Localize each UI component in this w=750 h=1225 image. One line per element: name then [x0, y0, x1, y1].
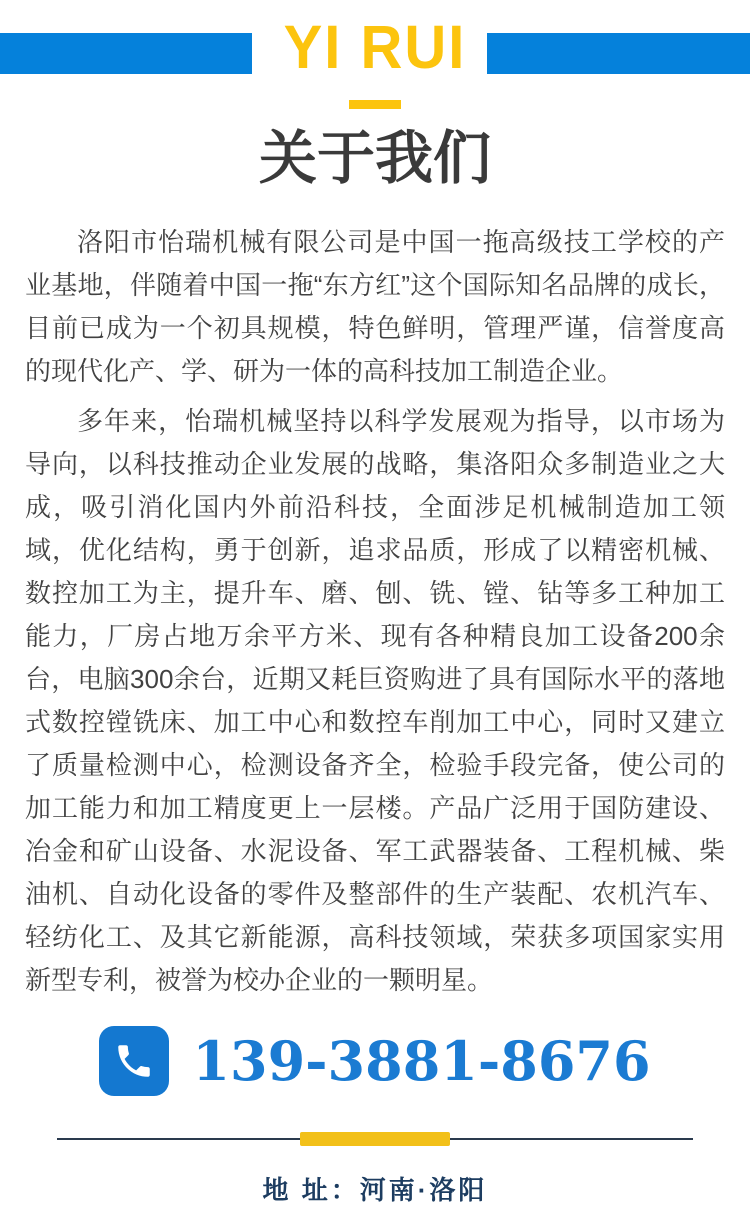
- page-title: 关于我们: [258, 126, 491, 191]
- divider-line-right: [450, 1138, 693, 1140]
- phone-icon: [99, 1026, 169, 1096]
- phone-number[interactable]: 139-3881-8676: [192, 1028, 651, 1093]
- about-content: [0, 193, 750, 1002]
- address-label: 地 址：河南·洛阳: [262, 1174, 488, 1205]
- brand-underline: [349, 100, 401, 109]
- brand-header: [0, 0, 750, 112]
- brand-name: YI RUI: [283, 13, 467, 82]
- page-header: [0, 0, 750, 193]
- contact-phone-row[interactable]: [0, 1026, 750, 1096]
- page-footer: [0, 1132, 750, 1207]
- divider-line-left: [57, 1138, 300, 1140]
- about-paragraph-1: 洛阳市怡瑞机械有限公司是中国一拖高级技工学校的产业基地，伴随着中国一拖“东方红”这个国际知名品牌的成长，目前已成为一个初具规模，特色鲜明，管理严谨，信誉度高的现代化产、学、研为一体的高科技加工制造企业。: [25, 226, 725, 386]
- divider-accent-block: [300, 1132, 450, 1146]
- footer-divider: [57, 1132, 693, 1146]
- about-paragraph-2: 多年来，怡瑞机械坚持以科学发展观为指导，以市场为导向，以科技推动企业发展的战略，集洛阳众多制造业之大成，吸引消化国内外前沿科技，全面涉足机械制造加工领域，优化结构，勇于创新，追求品质，形成了以精密机械、数控加工为主，提升车、磨、刨、铣、镗、钻等多工种加工能力，厂房占地万余平方米、现有各种精良加工设备200余台，电脑300余台，近期又耗巨资购进了具有国际水平的落地式数控镗铣床、加工中心和数控车削加工中心，同时又建立了质量检测中心，检测设备齐全，检验手段完备，使公司的加工能力和加工精度更上一层楼。产品广泛用于国防建设、冶金和矿山设备、水泥设备、军工武器装备、工程机械、柴油机、自动化设备的零件及整部件的生产装配、农机汽车、轻纺化工、及其它新能源，高科技领域，荣获多项国家实用新型专利，被誉为校办企业的一颗明星。: [25, 405, 725, 995]
